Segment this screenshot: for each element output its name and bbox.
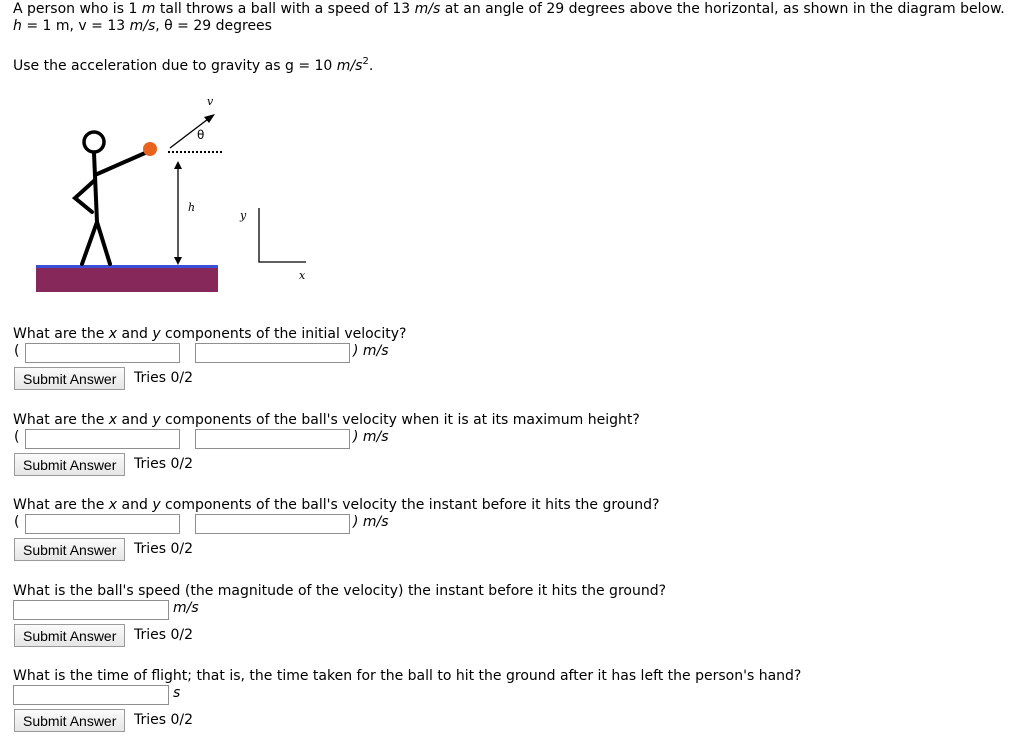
text-run: m <box>141 1 156 17</box>
unit-label: ) m/s <box>353 343 389 359</box>
figure-other-arm <box>75 180 95 212</box>
tries-counter: Tries 0/2 <box>134 627 194 643</box>
y-axis-label: y <box>240 209 247 222</box>
ground <box>36 265 218 292</box>
text-run: x <box>108 326 118 342</box>
text-run: A person who is 1 <box>13 1 142 17</box>
theta-label: θ <box>197 128 205 142</box>
question-5 <box>13 667 1013 747</box>
open-paren: ( <box>14 514 20 530</box>
question-2 <box>13 411 1013 491</box>
text-run: tall throws a ball with a speed of 13 <box>155 1 415 17</box>
question-text <box>13 496 659 514</box>
text-run: = 1 m, v = 13 <box>21 18 130 34</box>
answer-y-input[interactable] <box>195 514 350 534</box>
question-text <box>13 325 406 343</box>
velocity-arrow <box>170 116 212 148</box>
answer-y-input[interactable] <box>195 343 350 363</box>
text-run: at an angle of 29 degrees above the horizontal, as shown in the diagram below. <box>440 1 1005 17</box>
gravity-statement <box>13 57 373 75</box>
text-run: components of the ball's velocity when it is at its maximum height? <box>160 412 640 428</box>
text-run: What are the <box>13 497 109 513</box>
figure-head <box>84 132 104 152</box>
submit-answer-button[interactable]: Submit Answer <box>14 709 125 732</box>
gravity-suffix: . <box>368 58 374 74</box>
text-run: components of the ball's velocity the instant before it hits the ground? <box>160 497 660 513</box>
text-run: and <box>117 326 153 342</box>
text-run: y <box>152 412 161 428</box>
submit-answer-button[interactable]: Submit Answer <box>14 453 125 476</box>
figure-body <box>94 153 97 222</box>
text-run: y <box>152 326 161 342</box>
text-run: m/s <box>414 1 441 17</box>
height-arrowhead-top <box>174 161 182 169</box>
tries-counter: Tries 0/2 <box>134 456 194 472</box>
open-paren: ( <box>14 429 20 445</box>
gravity-exponent: 2 <box>362 56 369 67</box>
height-arrowhead-bottom <box>174 257 182 265</box>
open-paren: ( <box>14 343 20 359</box>
text-run: What are the <box>13 326 109 342</box>
question-text <box>13 411 640 429</box>
problem-statement <box>13 0 1005 18</box>
v-label: v <box>207 95 214 108</box>
tries-counter: Tries 0/2 <box>134 712 194 728</box>
text-run: and <box>117 412 153 428</box>
unit-label: ) m/s <box>353 514 389 530</box>
text-run: , θ = 29 degrees <box>155 18 272 34</box>
unit-label: ) m/s <box>353 429 389 445</box>
submit-answer-button[interactable]: Submit Answer <box>14 367 125 390</box>
figure-right-leg <box>97 222 110 264</box>
projectile-diagram <box>0 90 330 295</box>
submit-answer-button[interactable]: Submit Answer <box>14 624 125 647</box>
problem-line-2 <box>13 18 272 34</box>
text-run: and <box>117 497 153 513</box>
figure-throwing-arm <box>95 153 145 175</box>
figure-left-leg <box>82 222 97 264</box>
unit-label: s <box>173 685 181 701</box>
question-1 <box>13 325 1013 405</box>
text-run: h <box>13 18 22 34</box>
question-text <box>13 667 801 685</box>
text-run: m/s <box>129 18 156 34</box>
question-3 <box>13 496 1013 576</box>
stick-figure <box>75 132 145 264</box>
text-run: x <box>108 412 118 428</box>
tries-counter: Tries 0/2 <box>134 541 194 557</box>
answer-input[interactable] <box>13 600 169 620</box>
given-values <box>13 17 272 35</box>
x-axis-label: x <box>299 269 306 282</box>
submit-answer-button[interactable]: Submit Answer <box>14 538 125 561</box>
text-run: What is the ball's speed (the magnitude of the velocity) the instant before it hits the ground? <box>13 583 667 599</box>
answer-input[interactable] <box>13 685 169 705</box>
text-run: components of the initial velocity? <box>160 326 407 342</box>
question-4 <box>13 582 1013 662</box>
coordinate-axes <box>259 208 306 262</box>
answer-x-input[interactable] <box>25 514 180 534</box>
gravity-unit: m/s <box>336 58 363 74</box>
text-run: What are the <box>13 412 109 428</box>
ground-surface <box>36 265 218 268</box>
answer-y-input[interactable] <box>195 429 350 449</box>
question-text <box>13 582 666 600</box>
text-run: What is the time of flight; that is, the time taken for the ball to hit the ground after it has left the person's hand? <box>13 668 802 684</box>
text-run: y <box>152 497 161 513</box>
problem-line-1 <box>13 1 1005 17</box>
unit-label: m/s <box>173 600 199 616</box>
answer-x-input[interactable] <box>25 343 180 363</box>
h-label: h <box>188 201 196 214</box>
tries-counter: Tries 0/2 <box>134 370 194 386</box>
ball <box>143 142 157 156</box>
text-run: x <box>108 497 118 513</box>
gravity-prefix: Use the acceleration due to gravity as g = 10 <box>13 58 337 74</box>
answer-x-input[interactable] <box>25 429 180 449</box>
